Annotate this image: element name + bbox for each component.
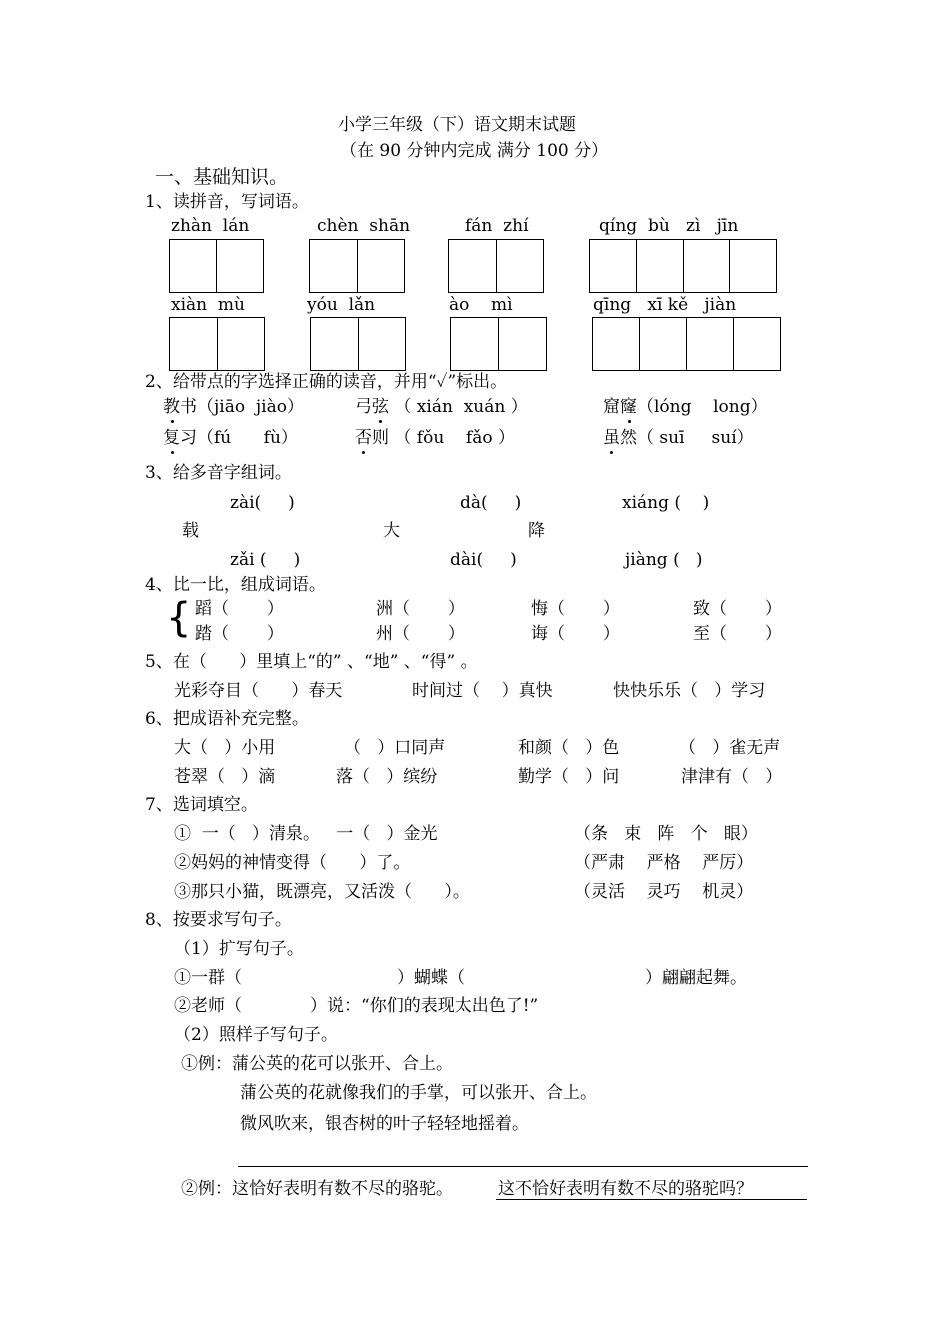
q8-sentence-part: ）翩翩起舞。 xyxy=(645,968,747,988)
q4-item: 踏（ ） xyxy=(195,624,284,644)
q6-item: 和颜（ ）色 xyxy=(518,738,620,758)
q2-item: 复习（fú fù） xyxy=(163,428,298,448)
q3-char: 大 xyxy=(383,521,400,541)
q8-sub-heading: （1）扩写句子。 xyxy=(174,939,304,959)
q3-char: 降 xyxy=(528,521,545,541)
example-answer: 这不恰好表明有数不尽的骆驼吗？ xyxy=(498,1179,753,1199)
q6-item: 津津有（ ） xyxy=(681,767,783,787)
q6-item: 大（ ）小用 xyxy=(174,738,276,758)
q6-item: 勤学（ ）问 xyxy=(518,767,620,787)
emphasis-dot xyxy=(628,420,631,423)
page-title: 小学三年级（下）语文期末试题 xyxy=(338,115,576,135)
section-heading: 一、基础知识。 xyxy=(155,166,289,188)
q6-item: 落（ ）缤纷 xyxy=(336,767,438,787)
q6-item: （ ）雀无声 xyxy=(679,738,781,758)
q1-pinyin: qīng xī kě jiàn xyxy=(593,295,737,315)
q5-item: 快快乐乐（ ）学习 xyxy=(613,681,766,701)
q1-pinyin: chèn shān xyxy=(317,216,411,236)
answer-box[interactable] xyxy=(448,239,544,293)
q1-pinyin: fán zhí xyxy=(465,216,529,236)
q1-pinyin: zhàn lán xyxy=(171,216,250,236)
brace-icon: { xyxy=(166,595,192,641)
answer-box[interactable] xyxy=(309,239,405,293)
q8-sub-heading: （2）照样子写句子。 xyxy=(174,1025,338,1045)
q1-pinyin: yóu lǎn xyxy=(307,295,376,315)
q8-sentence-part: ②老师（ xyxy=(174,996,242,1016)
q1-label: 1、读拼音，写词语。 xyxy=(145,192,309,212)
q2-item: 弓弦 （ xián xuán ） xyxy=(355,397,528,417)
example-sentence: ①例：蒲公英的花可以张开、合上。 xyxy=(181,1054,453,1074)
example-sentence: 微风吹来，银杏树的叶子轻轻地摇着。 xyxy=(240,1114,529,1134)
emphasis-dot xyxy=(171,451,174,454)
q2-item: 否则 （ fǒu fǎo ） xyxy=(355,428,515,448)
emphasis-dot xyxy=(610,451,613,454)
example-sentence: 蒲公英的花就像我们的手掌，可以张开、合上。 xyxy=(240,1083,597,1103)
q7-options: （严肃 严格 严厉） xyxy=(574,853,754,873)
q7-label: 7、选词填空。 xyxy=(145,795,258,815)
q6-item: （ ）口同声 xyxy=(344,738,446,758)
q3-bottom: dài( ) xyxy=(450,550,517,570)
q3-top: xiáng ( ) xyxy=(622,493,710,513)
q5-label: 5、在（ ）里填上“的” 、“地” 、“得” 。 xyxy=(145,652,478,672)
answer-box[interactable] xyxy=(310,317,406,371)
answer-line[interactable] xyxy=(238,1166,808,1167)
q4-item: 致（ ） xyxy=(693,599,782,619)
q7-sentence: ②妈妈的神情变得（ ）了。 xyxy=(174,853,411,873)
q4-item: 诲（ ） xyxy=(531,624,620,644)
answer-box[interactable] xyxy=(592,317,781,371)
emphasis-dot xyxy=(379,420,382,423)
example-sentence: ②例：这恰好表明有数不尽的骆驼。 xyxy=(181,1179,453,1199)
q4-item: 悔（ ） xyxy=(531,599,620,619)
q2-item: 教书（jiāo jiào） xyxy=(163,397,304,417)
q3-bottom: jiàng ( ) xyxy=(625,550,703,570)
q2-item: 虽然（ suī suí） xyxy=(603,428,754,448)
q5-item: 光彩夺目（ ）春天 xyxy=(174,681,343,701)
emphasis-dot xyxy=(171,420,174,423)
q3-label: 3、给多音字组词。 xyxy=(145,463,292,483)
q7-options: （条 束 阵 个 眼） xyxy=(574,824,758,844)
q8-label: 8、按要求写句子。 xyxy=(145,910,292,930)
q3-bottom: zǎi ( ) xyxy=(230,550,301,570)
page-subtitle: （在 90 分钟内完成 满分 100 分） xyxy=(340,141,609,161)
q1-pinyin: xiàn mù xyxy=(171,295,245,315)
q5-item: 时间过（ ）真快 xyxy=(412,681,553,701)
q3-char: 载 xyxy=(182,521,199,541)
emphasis-dot xyxy=(362,451,365,454)
q8-sentence-part: ）蝴蝶（ xyxy=(397,968,465,988)
q8-sentence-part: ）说：“你们的表现太出色了!” xyxy=(310,996,539,1016)
q4-item: 洲（ ） xyxy=(376,599,465,619)
answer-box[interactable] xyxy=(589,239,777,293)
q4-item: 蹈（ ） xyxy=(195,599,284,619)
answer-box[interactable] xyxy=(169,239,264,293)
q1-pinyin: ào mì xyxy=(449,295,513,315)
q2-label: 2、给带点的字选择正确的读音，并用“✓”标出。 xyxy=(145,372,508,392)
q7-sentence: ③那只小猫，既漂亮，又活泼（ ）。 xyxy=(174,882,470,902)
q3-top: zài( ) xyxy=(230,493,295,513)
q7-options: （灵活 灵巧 机灵） xyxy=(574,882,754,902)
q4-item: 至（ ） xyxy=(693,624,782,644)
q8-sentence-part: ①一群（ xyxy=(174,968,242,988)
q4-label: 4、比一比，组成词语。 xyxy=(145,575,326,595)
q6-item: 苍翠（ ）滴 xyxy=(174,767,276,787)
answer-box[interactable] xyxy=(450,317,547,371)
q3-top: dà( ) xyxy=(460,493,522,513)
q7-sentence: ① 一（ ）清泉。 一（ ）金光 xyxy=(174,824,438,844)
answer-box[interactable] xyxy=(169,317,265,371)
q2-item: 窟窿（lóng long） xyxy=(603,397,768,417)
q1-pinyin: qíng bù zì jīn xyxy=(599,216,739,236)
q4-item: 州（ ） xyxy=(376,624,465,644)
answer-underline xyxy=(496,1199,807,1200)
q6-label: 6、把成语补充完整。 xyxy=(145,709,309,729)
